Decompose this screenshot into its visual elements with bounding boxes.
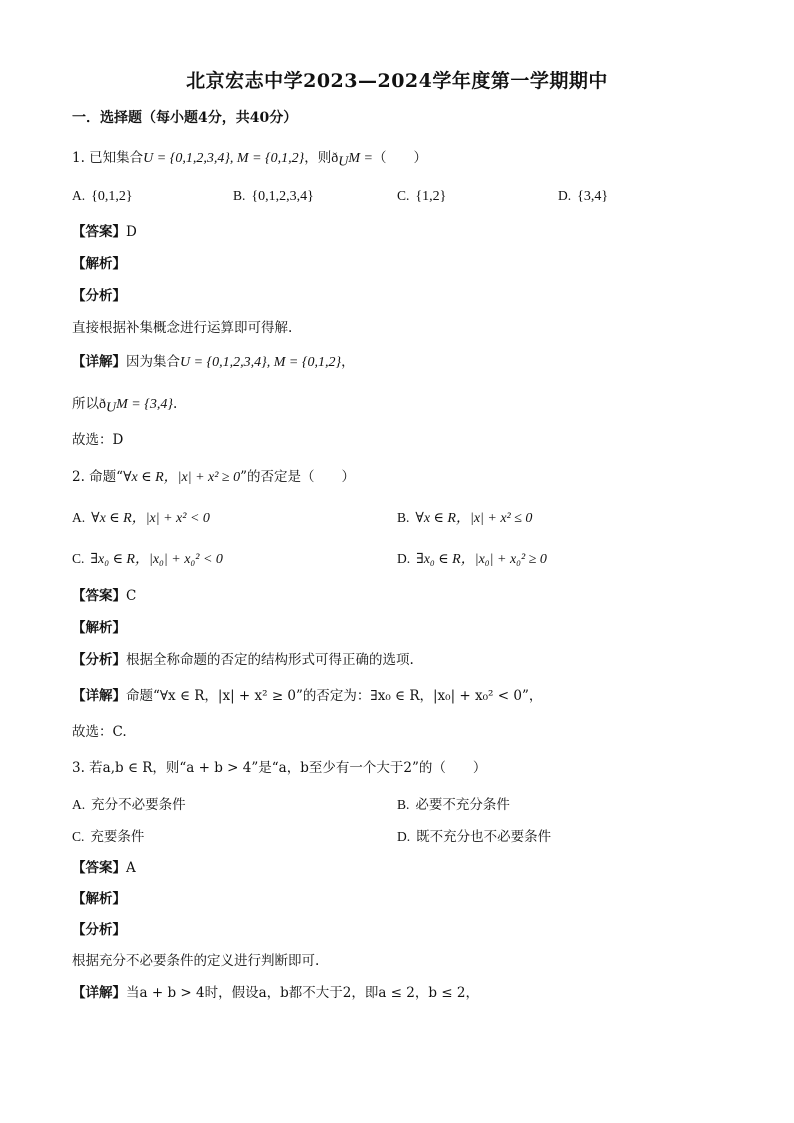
q3-option-a: A. 充分不必要条件 bbox=[72, 797, 186, 813]
q1-stem-mid: ，则 bbox=[304, 150, 332, 166]
q1-option-c: C. {1,2} bbox=[397, 188, 447, 204]
q2-option-a: A. ∀x ∈ R，|x| + x² < 0 bbox=[72, 510, 210, 526]
q1-conclusion: 故选：D bbox=[72, 432, 124, 448]
q2-answer: 【答案】C bbox=[72, 588, 137, 604]
q2-detail: 【详解】命题“∀x ∈ R，|x| + x² ≥ 0”的否定为：∃x₀ ∈ R，|x₀| + x₀² < 0”， bbox=[72, 688, 543, 704]
q1-stem-prefix: 1. 已知集合 bbox=[72, 150, 144, 166]
q2-option-b: B. ∀x ∈ R，|x| + x² ≤ 0 bbox=[397, 510, 533, 526]
q3-option-d: D. 既不充分也不必要条件 bbox=[397, 829, 552, 845]
q1-fenxi-text: 直接根据补集概念进行运算即可得解. bbox=[72, 320, 293, 336]
q3-answer: 【答案】A bbox=[72, 860, 136, 876]
q3-analysis-label: 【解析】 bbox=[72, 891, 126, 907]
q1-option-a: A. {0,1,2} bbox=[72, 188, 133, 204]
q1-complement-symbol: ð bbox=[331, 151, 339, 166]
q1-stem-math: U = {0,1,2,3,4}, M = {0,1,2} bbox=[143, 151, 305, 166]
q3-option-b: B. 必要不充分条件 bbox=[397, 797, 510, 813]
q1-stem-math3: M = bbox=[348, 151, 373, 166]
q1-fenxi-label: 【分析】 bbox=[72, 288, 126, 304]
q1-detail-line2: 所以$ð_UM = \{3,4\}$. bbox=[72, 396, 178, 416]
q1-option-d: D. {3,4} bbox=[558, 188, 609, 204]
q1-detail: 【详解】因为集合U = {0,1,2,3,4}, M = {0,1,2}， bbox=[72, 354, 355, 370]
q3-detail: 【详解】当a + b > 4时，假设a，b都不大于2，即a ≤ 2，b ≤ 2， bbox=[72, 985, 480, 1001]
page-title: 北京宏志中学2023—2024学年度第一学期期中 bbox=[186, 70, 608, 92]
q1-answer: 【答案】D bbox=[72, 224, 137, 240]
q2-stem: 2. 命题“∀x ∈ R，|x| + x² ≥ 0”的否定是（ ） bbox=[72, 469, 356, 485]
q2-conclusion: 故选：C. bbox=[72, 724, 127, 740]
section-heading: 一．选择题（每小题4分，共40分） bbox=[72, 110, 298, 126]
q2-analysis-label: 【解析】 bbox=[72, 620, 126, 636]
q1-complement-sub: U bbox=[338, 154, 349, 170]
q1-stem bbox=[72, 148, 427, 173]
q1-option-b: B. {0,1,2,3,4} bbox=[233, 188, 314, 204]
q3-fenxi-label: 【分析】 bbox=[72, 922, 126, 938]
q1-stem-suffix: （ ） bbox=[372, 150, 427, 166]
q2-fenxi: 【分析】根据全称命题的否定的结构形式可得正确的选项. bbox=[72, 652, 414, 668]
q1-analysis-label: 【解析】 bbox=[72, 256, 126, 272]
q3-fenxi-text: 根据充分不必要条件的定义进行判断即可. bbox=[72, 953, 320, 969]
q3-stem: 3. 若a,b ∈ R，则“a + b > 4”是“a，b至少有一个大于2”的（ ） bbox=[72, 760, 487, 776]
q3-option-c: C. 充要条件 bbox=[72, 829, 145, 845]
q2-option-d: D. ∃x₀ ∈ R，|x₀| + x₀² ≥ 0 bbox=[397, 551, 547, 567]
q2-option-c: C. ∃x₀ ∈ R，|x₀| + x₀² < 0 bbox=[72, 551, 223, 567]
